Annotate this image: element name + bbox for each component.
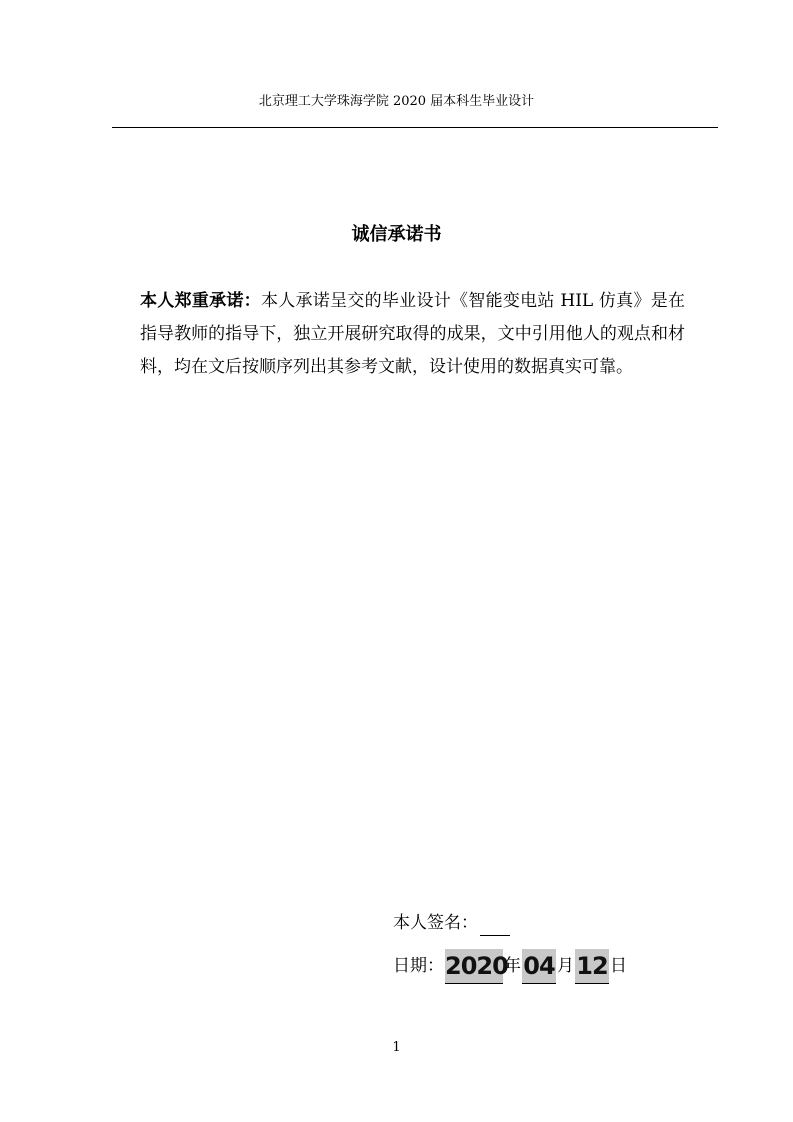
date-row xyxy=(393,948,627,984)
commitment-paragraph xyxy=(140,285,685,384)
signature-blank xyxy=(480,915,510,936)
handwritten-month: 04 xyxy=(522,949,556,984)
signature-label: 本人签名： xyxy=(393,913,478,933)
year-unit: 年 xyxy=(504,956,521,976)
signature-row xyxy=(393,910,510,936)
page-number: 1 xyxy=(392,1040,401,1055)
running-header: 北京理工大学珠海学院 2020 届本科生毕业设计 xyxy=(258,94,535,109)
commitment-body: 本人承诺呈交的毕业设计《智能变电站 HIL 仿真》是在指导教师的指导下，独立开展研究取得的成果，文中引用他人的观点和材料，均在文后按顺序列出其参考文献，设计使用的数据真实可靠。 xyxy=(140,291,685,377)
day-unit: 日 xyxy=(610,956,627,976)
handwritten-year: 2020 xyxy=(445,949,503,984)
page-title: 诚信承诺书 xyxy=(351,224,442,245)
header-divider xyxy=(112,127,718,128)
date-label: 日期： xyxy=(393,956,444,976)
handwritten-day: 12 xyxy=(575,949,609,984)
commitment-lead: 本人郑重承诺： xyxy=(140,291,261,311)
month-unit: 月 xyxy=(557,956,574,976)
